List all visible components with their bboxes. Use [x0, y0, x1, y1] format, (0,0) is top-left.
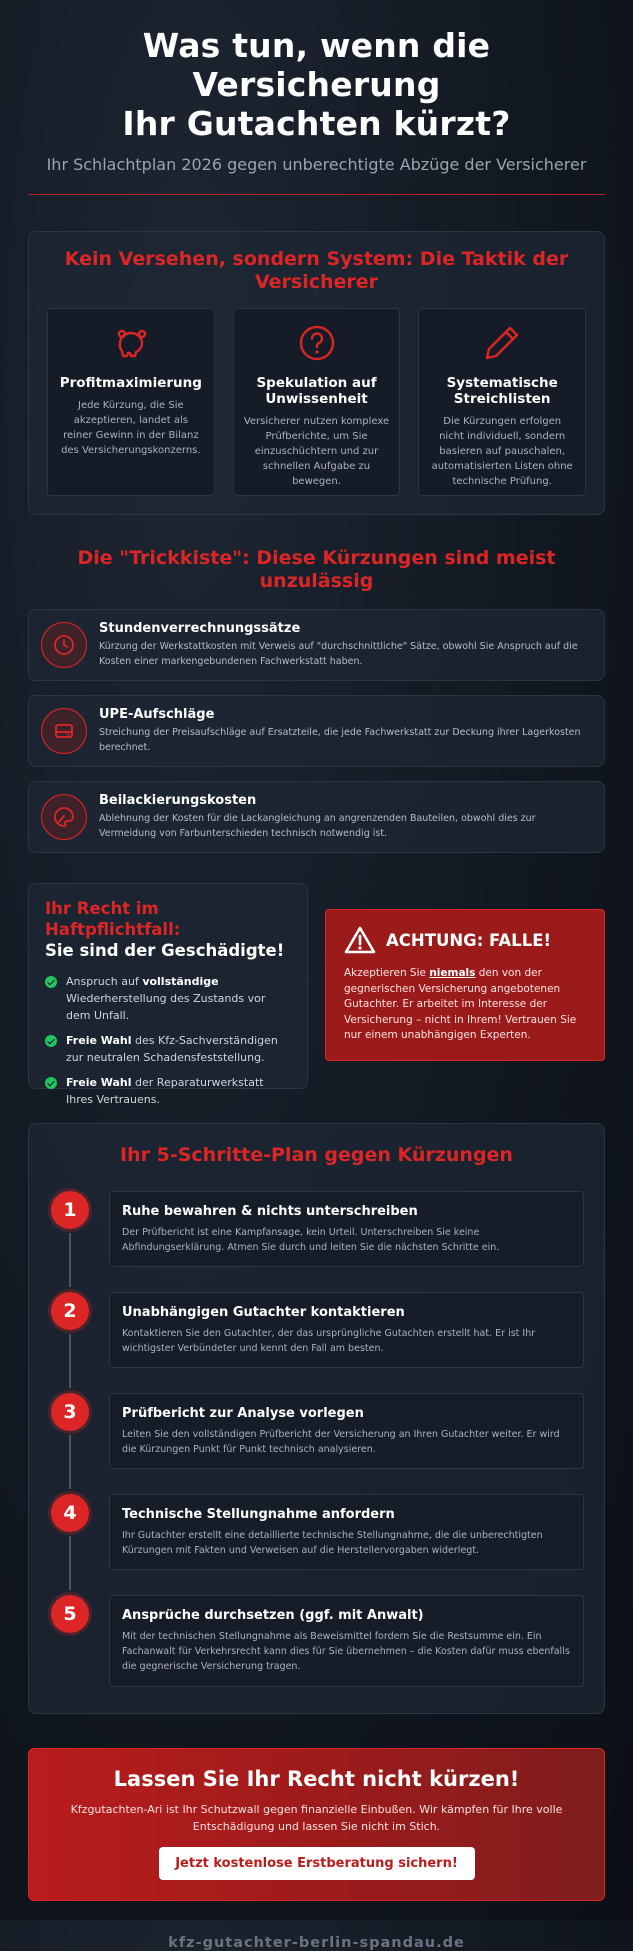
- step-text: Kontaktieren Sie den Gutachter, der das ursprüngliche Gutachten erstellt hat. Er ist Ihr wichtigster Verbündeter und kennt den Fall am besten.: [122, 1328, 536, 1354]
- warning-icon: [344, 926, 376, 954]
- title-line-1: Was tun, wenn die Versicherung: [142, 26, 491, 104]
- trick-title: Beilackierungskosten: [99, 793, 257, 808]
- step-title: Ruhe bewahren & nichts unterschreiben: [122, 1204, 418, 1219]
- step-number: 5: [51, 1595, 89, 1633]
- tactic-title: Systematische Streichlisten: [446, 375, 558, 407]
- tactic-card-strikelists: [418, 308, 586, 496]
- rights-item: Freie Wahl der Reparaturwerkstatt Ihres Vertrauens.: [45, 1074, 291, 1108]
- page-subtitle: Ihr Schlachtplan 2026 gegen unberechtigte Abzüge der Versicherer: [46, 155, 587, 174]
- step-text: Leiten Sie den vollständigen Prüfbericht der Versicherung an Ihren Gutachter weiter. Er wird die Kürzungen Punkt für Punkt technisch analysieren.: [122, 1429, 560, 1455]
- step-number: 3: [51, 1393, 89, 1431]
- step-connector: [69, 1435, 71, 1489]
- trick-text: Ablehnung der Kosten für die Lackangleichung an angrenzenden Bauteilen, obwohl dies zur Vermeidung von Farbunterschieden technisch notwendig ist.: [99, 813, 536, 839]
- clock-icon: [41, 622, 87, 668]
- infographic: [28, 0, 605, 1951]
- trick-item-upe: [28, 695, 605, 767]
- cta-text: Kfzgutachten-Ari ist Ihr Schutzwall gegen finanzielle Einbußen. Wir kämpfen für Ihre volle Entschädigung und lassen Sie nicht im Stich.: [70, 1803, 563, 1833]
- tricks-title: Die "Trickkiste": Diese Kürzungen sind meist unzulässig: [77, 547, 556, 592]
- step-title: Unabhängigen Gutachter kontaktieren: [122, 1305, 405, 1320]
- step-text: Der Prüfbericht ist eine Kampfansage, kein Urteil. Unterschreiben Sie keine Abfindungserklärung. Atmen Sie durch und leiten Sie die nächsten Schritte ein.: [122, 1227, 500, 1253]
- tactics-section: [28, 231, 605, 515]
- cta-title: Lassen Sie Ihr Recht nicht kürzen!: [113, 1767, 520, 1791]
- rights-box: [28, 883, 308, 1106]
- consultation-button[interactable]: Jetzt kostenlose Erstberatung sichern!: [159, 1847, 475, 1880]
- warning-title: ACHTUNG: FALLE!: [386, 930, 552, 950]
- rights-title-white: Sie sind der Geschädigte!: [45, 941, 285, 960]
- header-divider: [28, 194, 605, 195]
- rights-list: [45, 973, 291, 1108]
- trick-item-blending: [28, 781, 605, 853]
- trick-text: Kürzung der Werkstattkosten mit Verweis auf "durchschnittliche" Sätze, obwohl Sie Anspruch auf die Kosten einer markengebundenen Fachwerkstatt haben.: [99, 641, 578, 667]
- tactic-title: Spekulation auf Unwissenheit: [256, 375, 377, 407]
- step-number: 4: [51, 1494, 89, 1532]
- plan-step-1: [51, 1191, 582, 1292]
- trick-title: UPE-Aufschläge: [99, 707, 215, 722]
- step-number: 2: [51, 1292, 89, 1330]
- step-title: Technische Stellungnahme anfordern: [122, 1507, 395, 1522]
- footer-domain: kfz-gutachter-berlin-spandau.de: [168, 1935, 465, 1951]
- check-icon: [45, 1035, 57, 1047]
- trick-title: Stundenverrechnungssätze: [99, 621, 301, 636]
- title-line-2: Ihr Gutachten kürzt?: [122, 104, 511, 143]
- step-title: Ansprüche durchsetzen (ggf. mit Anwalt): [122, 1608, 424, 1623]
- tactics-title: Kein Versehen, sondern System: Die Taktik der Versicherer: [64, 248, 569, 293]
- tactic-card-profit: [47, 308, 215, 496]
- plan-section: [28, 1123, 605, 1714]
- plan-title: Ihr 5-Schritte-Plan gegen Kürzungen: [120, 1144, 513, 1166]
- rights-warning-row: [28, 883, 605, 1106]
- step-connector: [69, 1233, 71, 1287]
- question-icon: [297, 323, 337, 363]
- tricks-list: [28, 609, 605, 853]
- plan-step-5: [51, 1595, 582, 1696]
- cta-section: [28, 1748, 605, 1901]
- plan-step-2: [51, 1292, 582, 1393]
- pencil-icon: [482, 323, 522, 363]
- piggy-bank-icon: [111, 323, 151, 363]
- step-connector: [69, 1536, 71, 1590]
- step-text: Mit der technischen Stellungnahme als Beweismittel fordern Sie die Restsumme ein. Ein Fachanwalt für Verkehrsrecht kann dies für Sie übernehmen – die Kosten dafür muss ebenfalls die gegnerische Versicherung tragen.: [122, 1631, 570, 1672]
- storage-icon: [41, 708, 87, 754]
- page-title: [28, 26, 605, 143]
- tactic-text: Jede Kürzung, die Sie akzeptieren, landet als reiner Gewinn in der Bilanz des Versicherungskonzerns.: [61, 400, 201, 456]
- paint-palette-icon: [41, 794, 87, 840]
- trick-text: Streichung der Preisaufschläge auf Ersatzteile, die jede Fachwerkstatt zur Deckung ihrer Lagerkosten berechnet.: [99, 727, 581, 753]
- check-icon: [45, 1077, 57, 1089]
- warning-text: Akzeptieren Sie niemals den von der gegnerischen Versicherung angebotenen Gutachter. Er arbeitet im Interesse der Versicherung – nicht in Ihrem! Vertrauen Sie nur einem unabhängigen Experten.: [344, 967, 577, 1041]
- rights-title: [45, 898, 291, 961]
- plan-steps: [51, 1191, 582, 1696]
- rights-item: Freie Wahl des Kfz-Sachverständigen zur neutralen Schadensfeststellung.: [45, 1032, 291, 1066]
- tactic-card-speculation: [233, 308, 401, 496]
- plan-step-3: [51, 1393, 582, 1494]
- rights-title-red: Ihr Recht im Haftpflichtfall:: [45, 899, 181, 939]
- plan-step-4: [51, 1494, 582, 1595]
- step-connector: [69, 1334, 71, 1388]
- rights-item: Anspruch auf vollständige Wiederherstellung des Zustands vor dem Unfall.: [45, 973, 291, 1024]
- warning-box: [325, 909, 605, 1061]
- step-number: 1: [51, 1191, 89, 1229]
- step-text: Ihr Gutachter erstellt eine detaillierte technische Stellungnahme, die die unberechtigten Kürzungen mit Fakten und Verweisen auf die Herstellervorgaben widerlegt.: [122, 1530, 543, 1556]
- tactic-text: Versicherer nutzen komplexe Prüfberichte, um Sie einzuschüchtern und zur schnellen Aufgabe zu bewegen.: [243, 416, 390, 487]
- header: [28, 0, 605, 195]
- step-title: Prüfbericht zur Analyse vorlegen: [122, 1406, 364, 1421]
- tactic-text: Die Kürzungen erfolgen nicht individuell, sondern basieren auf pauschalen, automatisierten Listen ohne technische Prüfung.: [431, 416, 573, 487]
- check-icon: [45, 976, 57, 988]
- tactic-title: Profitmaximierung: [59, 375, 202, 391]
- trick-item-hourly-rates: [28, 609, 605, 681]
